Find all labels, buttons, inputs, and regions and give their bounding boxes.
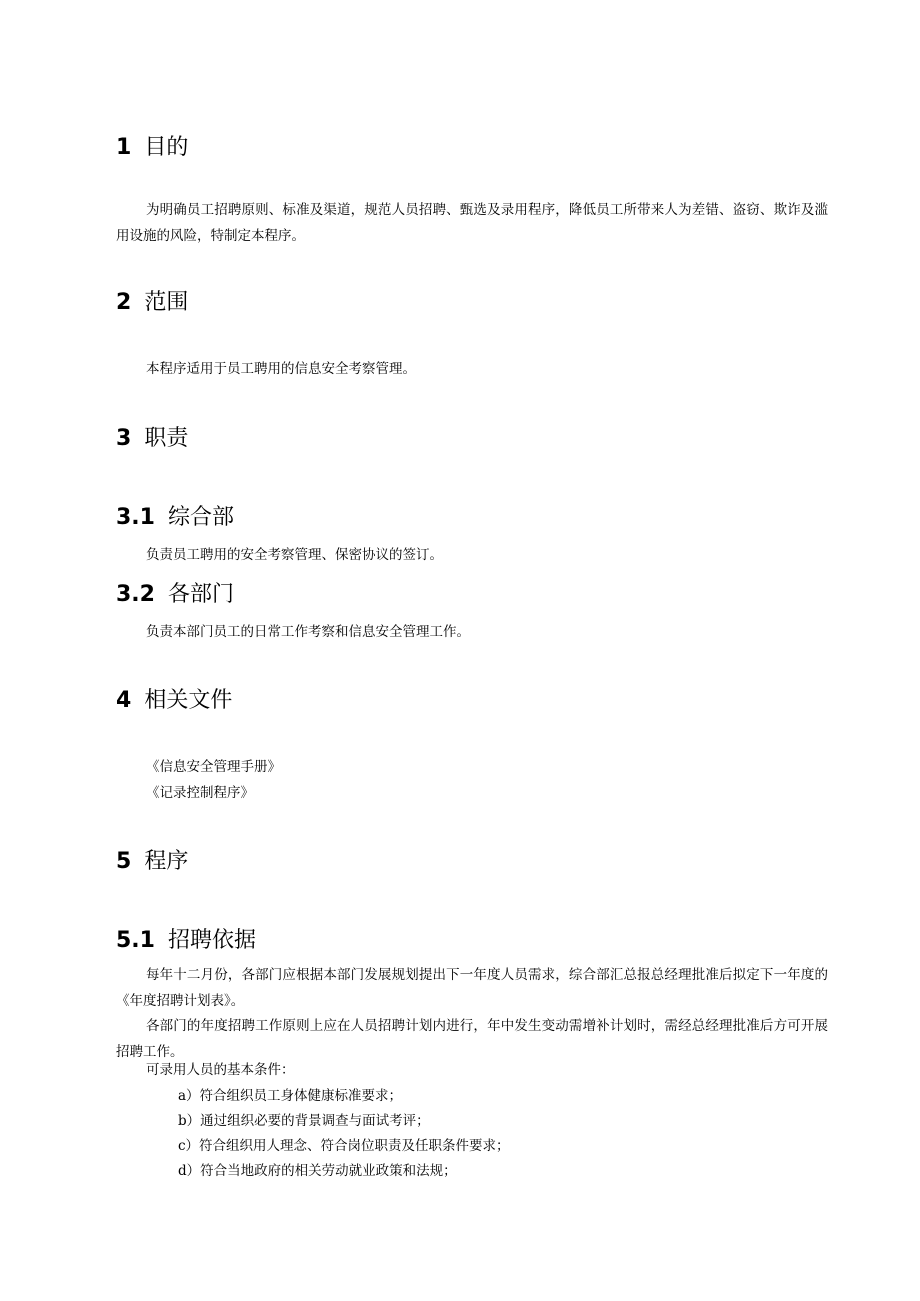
section-number: 5 <box>116 849 132 874</box>
section-title: 程序 <box>144 849 189 874</box>
section-title: 相关文件 <box>144 688 233 713</box>
subsection-heading-3-2 <box>116 581 234 609</box>
condition-item: c）符合组织用人理念、符合岗位职责及任职条件要求； <box>178 1138 510 1154</box>
section-2-body: 本程序适用于员工聘用的信息安全考察管理。 <box>146 361 416 377</box>
subsection-5-1-paragraph-2: 各部门的年度招聘工作原则上应在人员招聘计划内进行，年中发生变动需增补计划时，需经总经理批准后方可开展招聘工作。 <box>116 1018 828 1060</box>
condition-item: b）通过组织必要的背景调查与面试考评； <box>178 1113 430 1129</box>
subsection-title: 综合部 <box>168 505 235 530</box>
subsection-3-2-body: 负责本部门员工的日常工作考察和信息安全管理工作。 <box>146 624 470 640</box>
condition-item: d）符合当地政府的相关劳动就业政策和法规； <box>178 1163 457 1179</box>
section-number: 4 <box>116 688 132 713</box>
section-number: 1 <box>116 135 132 160</box>
section-number: 2 <box>116 290 132 315</box>
subsection-title: 各部门 <box>168 582 235 607</box>
subsection-5-1-paragraph-3: 可录用人员的基本条件： <box>146 1062 295 1078</box>
related-document: 《记录控制程序》 <box>146 785 254 801</box>
section-heading-1 <box>116 134 188 162</box>
section-title: 职责 <box>144 426 189 451</box>
section-heading-2 <box>116 289 188 317</box>
subsection-heading-3-1 <box>116 504 234 532</box>
related-document: 《信息安全管理手册》 <box>146 759 281 775</box>
subsection-number: 3.2 <box>116 582 155 607</box>
section-title: 目的 <box>144 135 189 160</box>
subsection-5-1-paragraph-1: 每年十二月份，各部门应根据本部门发展规划提出下一年度人员需求，综合部汇总报总经理批准后拟定下一年度的《年度招聘计划表》。 <box>116 967 828 1009</box>
section-title: 范围 <box>144 290 189 315</box>
subsection-number: 5.1 <box>116 928 155 953</box>
section-1-body: 为明确员工招聘原则、标准及渠道，规范人员招聘、甄选及录用程序，降低员工所带来人为差错、盗窃、欺诈及滥用设施的风险，特制定本程序。 <box>116 202 828 244</box>
subsection-heading-5-1 <box>116 927 256 955</box>
section-heading-5 <box>116 848 188 876</box>
condition-item: a）符合组织员工身体健康标准要求； <box>178 1088 403 1104</box>
subsection-3-1-body: 负责员工聘用的安全考察管理、保密协议的签订。 <box>146 547 443 563</box>
section-number: 3 <box>116 426 132 451</box>
subsection-number: 3.1 <box>116 505 155 530</box>
section-heading-4 <box>116 687 232 715</box>
subsection-title: 招聘依据 <box>168 928 257 953</box>
section-heading-3 <box>116 425 188 453</box>
